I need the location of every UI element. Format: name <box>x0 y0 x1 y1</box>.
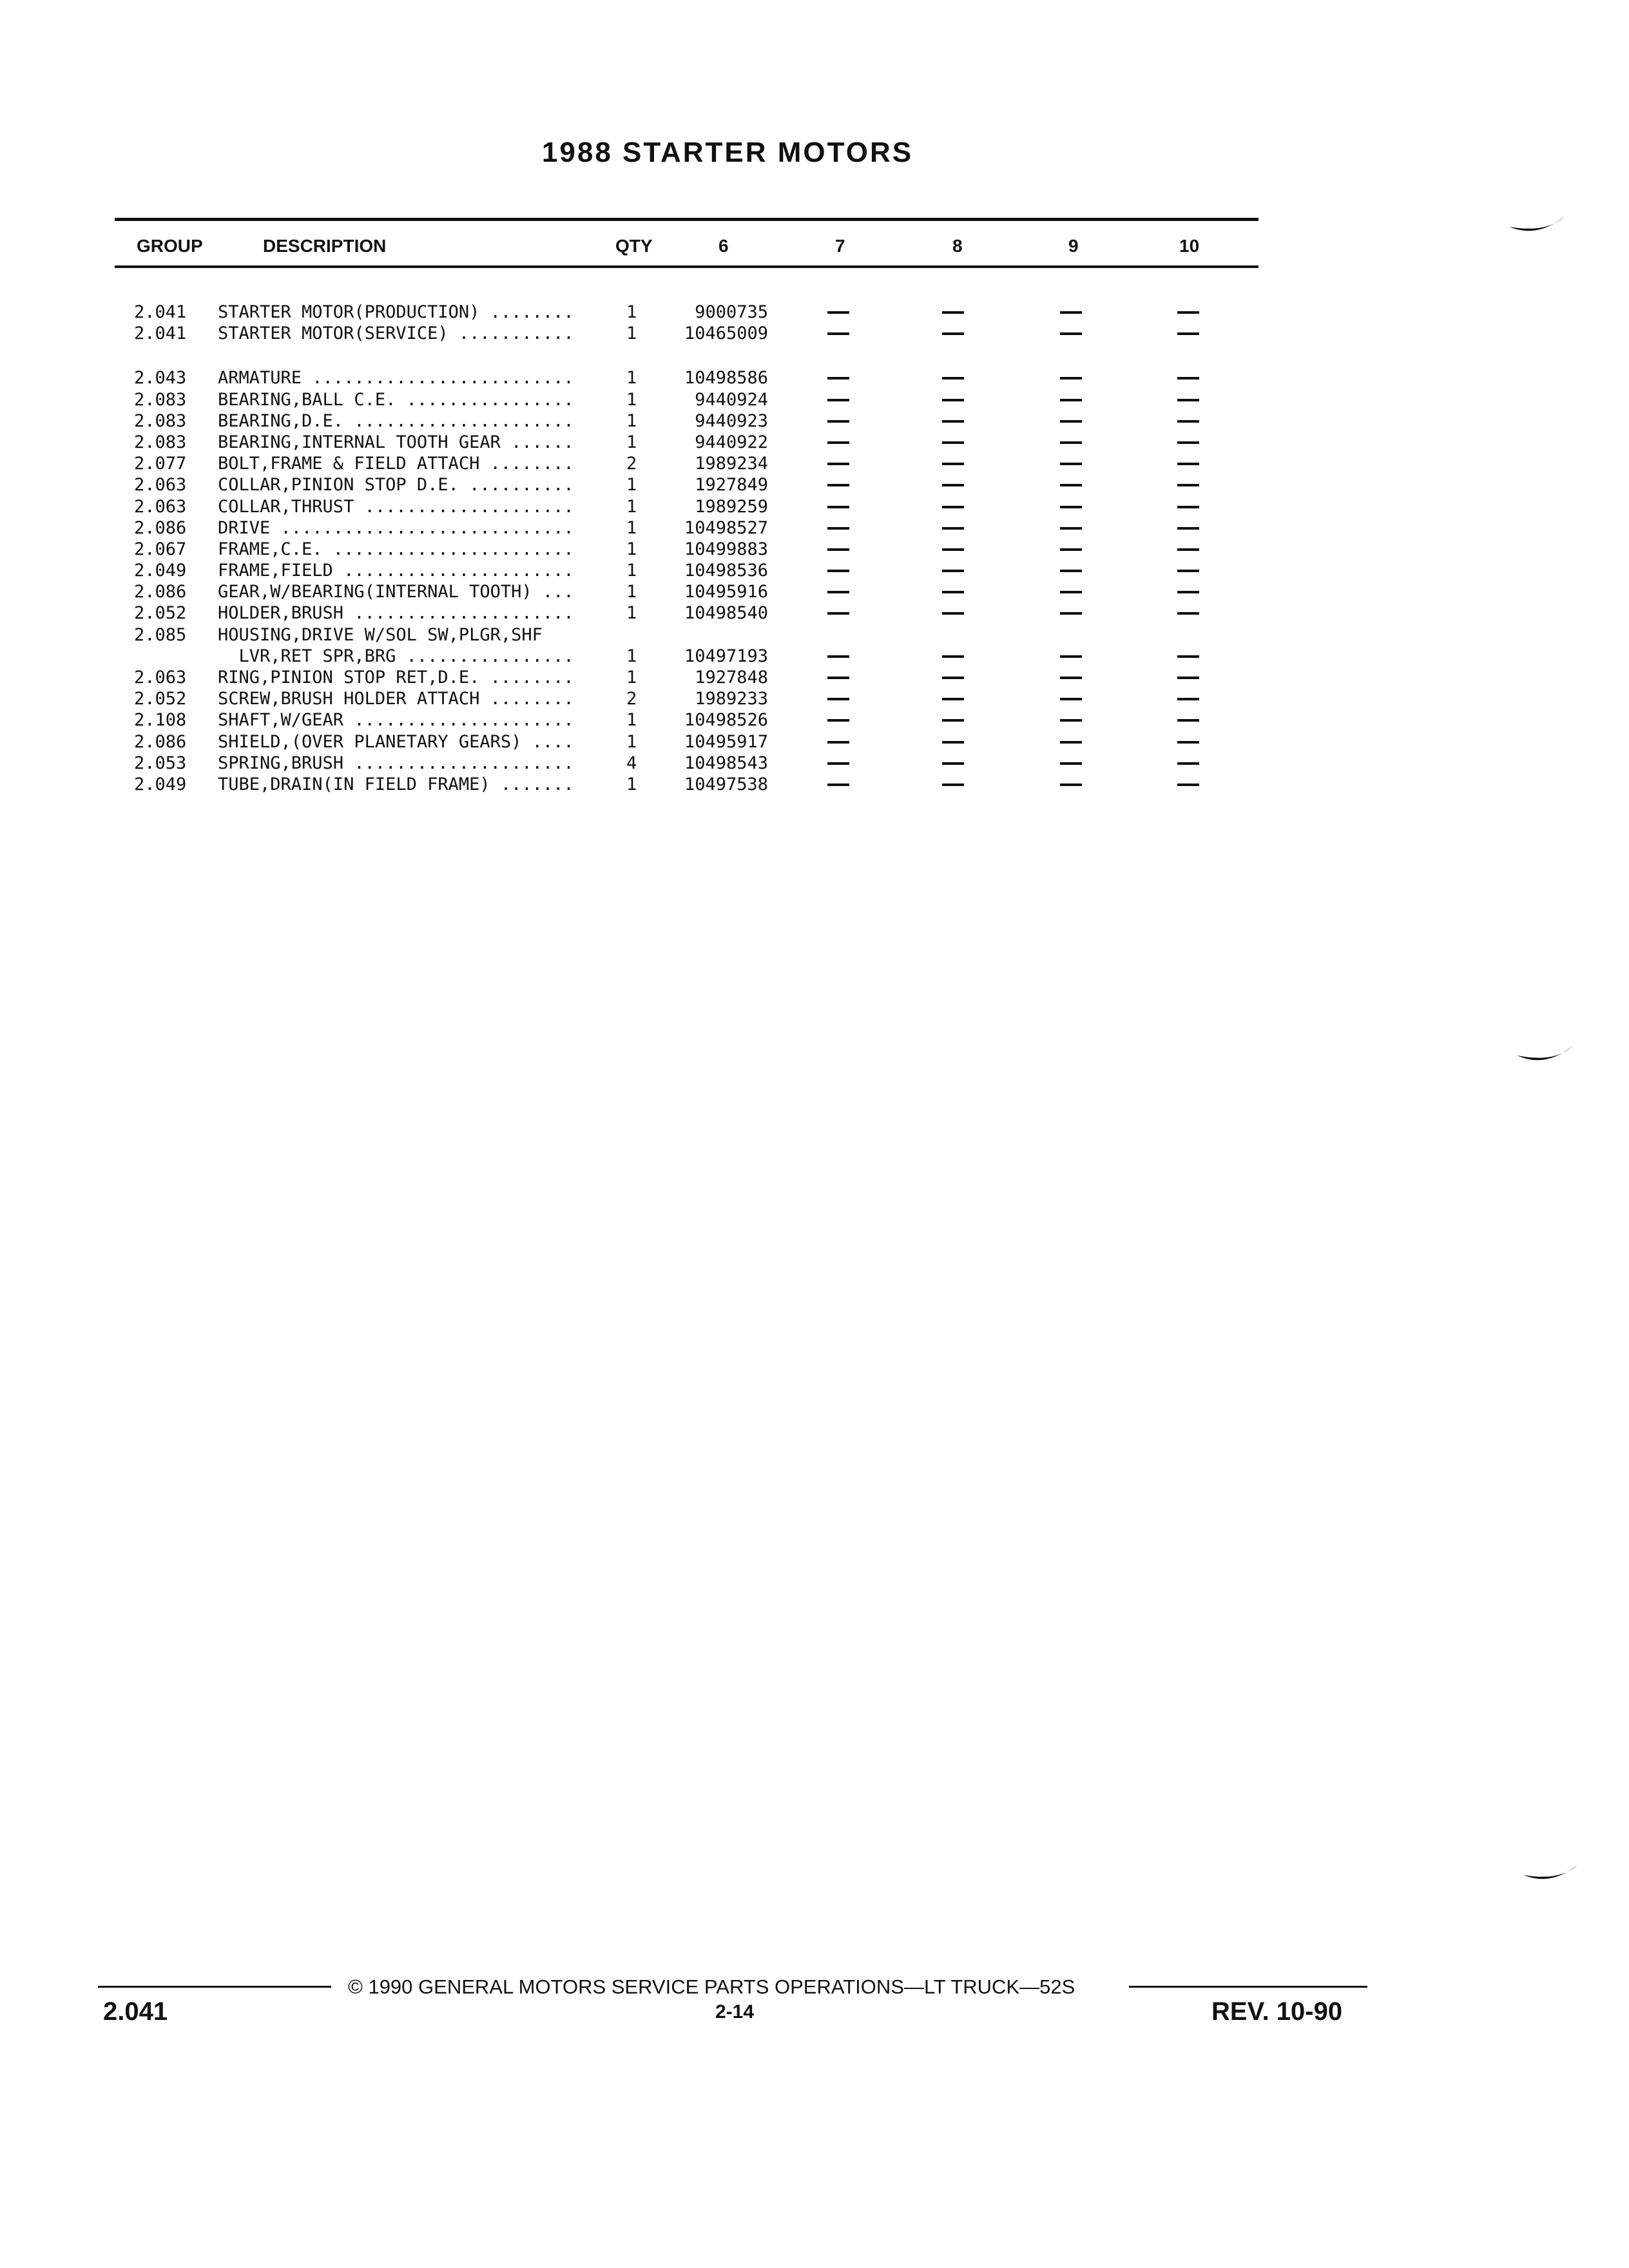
not-applicable-dash <box>827 570 849 572</box>
footer-rule-right <box>1129 1986 1367 1988</box>
not-applicable-dash <box>827 719 849 722</box>
part-number-cell: 9440924 <box>695 389 768 410</box>
description-cell: BEARING,BALL C.E. ................ <box>218 389 574 410</box>
binder-mark <box>1522 1862 1580 1888</box>
group-cell: 2.086 <box>134 731 187 752</box>
group-cell: 2.077 <box>134 454 187 474</box>
group-cell: 2.063 <box>134 668 187 687</box>
qty-cell: 1 <box>626 302 637 322</box>
table-row <box>0 709 1629 731</box>
page-title: 1988 STARTER MOTORS <box>541 137 914 168</box>
part-number-cell: 10498540 <box>684 603 768 624</box>
qty-cell: 1 <box>626 582 637 602</box>
not-applicable-dash <box>1177 655 1199 658</box>
description-cell: STARTER MOTOR(PRODUCTION) ........ <box>218 302 574 322</box>
table-row <box>0 774 1629 795</box>
table-row <box>0 496 1629 517</box>
not-applicable-dash <box>827 377 849 380</box>
not-applicable-dash <box>1060 463 1082 465</box>
table-top-rule <box>115 218 1258 221</box>
not-applicable-dash <box>827 441 849 444</box>
qty-cell: 1 <box>626 517 637 538</box>
description-cell: STARTER MOTOR(SERVICE) ........... <box>218 323 574 344</box>
part-number-cell: 10497538 <box>684 774 768 794</box>
not-applicable-dash <box>1060 399 1082 401</box>
table-row <box>0 624 1629 646</box>
group-cell: 2.049 <box>134 561 187 581</box>
qty-cell: 1 <box>626 646 637 666</box>
group-cell: 2.052 <box>134 603 187 624</box>
not-applicable-dash <box>942 377 964 380</box>
description-cell: HOLDER,BRUSH ..................... <box>218 603 574 624</box>
not-applicable-dash <box>1060 698 1082 700</box>
part-number-cell: 10498536 <box>684 561 768 581</box>
parts-table-body <box>0 302 1629 795</box>
table-header-rule <box>115 265 1258 268</box>
description-cell: LVR,RET SPR,BRG ................ <box>218 646 574 666</box>
not-applicable-dash <box>1060 741 1082 744</box>
part-number-cell: 9440922 <box>695 432 768 452</box>
table-row <box>0 560 1629 581</box>
description-cell: TUBE,DRAIN(IN FIELD FRAME) ....... <box>218 774 574 794</box>
description-cell: BEARING,D.E. ..................... <box>218 410 574 431</box>
qty-cell: 1 <box>626 475 637 495</box>
group-cell: 2.043 <box>134 368 187 389</box>
qty-cell: 1 <box>626 368 637 389</box>
table-row <box>0 602 1629 624</box>
table-row <box>0 753 1629 774</box>
part-number-cell: 10498543 <box>684 753 768 773</box>
group-cell: 2.086 <box>134 517 187 538</box>
binder-mark <box>1508 213 1566 238</box>
not-applicable-dash <box>1060 762 1082 765</box>
not-applicable-dash <box>827 783 849 786</box>
group-cell: 2.063 <box>134 496 187 517</box>
group-cell: 2.041 <box>134 323 187 344</box>
not-applicable-dash <box>1177 612 1199 615</box>
not-applicable-dash <box>1177 332 1199 335</box>
description-cell: DRIVE ............................ <box>218 517 574 538</box>
description-cell: SHAFT,W/GEAR ..................... <box>218 710 574 731</box>
part-number-cell: 10497193 <box>684 646 768 666</box>
qty-cell: 1 <box>626 561 637 581</box>
description-cell: GEAR,W/BEARING(INTERNAL TOOTH) ... <box>218 582 574 602</box>
not-applicable-dash <box>1060 655 1082 658</box>
not-applicable-dash <box>1177 783 1199 786</box>
not-applicable-dash <box>827 527 849 530</box>
table-row <box>0 581 1629 602</box>
description-cell: BEARING,INTERNAL TOOTH GEAR ...... <box>218 432 574 452</box>
description-cell: COLLAR,THRUST .................... <box>218 496 574 517</box>
header-col-8: 8 <box>952 236 963 256</box>
group-cell: 2.085 <box>134 624 187 645</box>
qty-cell: 1 <box>626 410 637 431</box>
header-qty: QTY <box>615 236 653 256</box>
table-row <box>0 389 1629 410</box>
header-col-7: 7 <box>835 236 845 256</box>
group-cell: 2.083 <box>134 432 187 452</box>
table-row <box>0 731 1629 753</box>
not-applicable-dash <box>942 741 964 744</box>
qty-cell: 1 <box>626 539 637 559</box>
footer-rule-left <box>98 1986 331 1988</box>
not-applicable-dash <box>942 484 964 486</box>
table-row <box>0 667 1629 688</box>
group-cell: 2.049 <box>134 774 187 794</box>
not-applicable-dash <box>1060 332 1082 335</box>
not-applicable-dash <box>1177 527 1199 530</box>
description-cell: HOUSING,DRIVE W/SOL SW,PLGR,SHF <box>218 624 543 645</box>
not-applicable-dash <box>827 332 849 335</box>
not-applicable-dash <box>827 698 849 700</box>
not-applicable-dash <box>1177 762 1199 765</box>
not-applicable-dash <box>1060 484 1082 486</box>
qty-cell: 1 <box>626 432 637 452</box>
not-applicable-dash <box>942 612 964 615</box>
not-applicable-dash <box>942 570 964 572</box>
qty-cell: 1 <box>626 389 637 410</box>
not-applicable-dash <box>942 591 964 593</box>
group-cell: 2.052 <box>134 689 187 709</box>
footer-revision: REV. 10-90 <box>1211 1997 1343 2026</box>
not-applicable-dash <box>1177 570 1199 572</box>
not-applicable-dash <box>1177 484 1199 486</box>
not-applicable-dash <box>1177 441 1199 444</box>
header-col-6: 6 <box>718 236 729 256</box>
part-number-cell: 1989233 <box>695 689 768 709</box>
not-applicable-dash <box>942 399 964 401</box>
not-applicable-dash <box>1177 506 1199 508</box>
not-applicable-dash <box>942 420 964 423</box>
group-cell: 2.067 <box>134 539 187 559</box>
not-applicable-dash <box>942 783 964 786</box>
not-applicable-dash <box>827 677 849 679</box>
description-cell: SPRING,BRUSH ..................... <box>218 753 574 773</box>
group-cell: 2.053 <box>134 753 187 773</box>
not-applicable-dash <box>827 484 849 486</box>
not-applicable-dash <box>942 527 964 530</box>
qty-cell: 1 <box>626 710 637 731</box>
not-applicable-dash <box>1060 591 1082 593</box>
not-applicable-dash <box>942 506 964 508</box>
qty-cell: 1 <box>626 323 637 344</box>
not-applicable-dash <box>827 311 849 314</box>
not-applicable-dash <box>1060 527 1082 530</box>
header-description: DESCRIPTION <box>263 236 387 256</box>
not-applicable-dash <box>1060 311 1082 314</box>
not-applicable-dash <box>1060 570 1082 572</box>
not-applicable-dash <box>827 399 849 401</box>
part-number-cell: 10495917 <box>684 731 768 752</box>
description-cell: COLLAR,PINION STOP D.E. .......... <box>218 475 574 495</box>
group-cell: 2.041 <box>134 302 187 322</box>
part-number-cell: 10499883 <box>684 539 768 559</box>
table-row <box>0 410 1629 432</box>
qty-cell: 1 <box>626 668 637 687</box>
not-applicable-dash <box>1060 441 1082 444</box>
part-number-cell: 1927848 <box>695 668 768 687</box>
group-cell: 2.063 <box>134 475 187 495</box>
not-applicable-dash <box>942 762 964 765</box>
part-number-cell: 1927849 <box>695 475 768 495</box>
not-applicable-dash <box>1060 506 1082 508</box>
description-cell: FRAME,C.E. ....................... <box>218 539 574 559</box>
group-cell: 2.108 <box>134 710 187 731</box>
description-cell: SHIELD,(OVER PLANETARY GEARS) .... <box>218 731 574 752</box>
header-col-10: 10 <box>1179 236 1200 256</box>
description-cell: SCREW,BRUSH HOLDER ATTACH ........ <box>218 689 574 709</box>
not-applicable-dash <box>942 655 964 658</box>
not-applicable-dash <box>827 463 849 465</box>
description-cell: BOLT,FRAME & FIELD ATTACH ........ <box>218 454 574 474</box>
footer-copyright: © 1990 GENERAL MOTORS SERVICE PARTS OPERATIONS—LT TRUCK—52S <box>348 1975 1075 1998</box>
table-row <box>0 367 1629 389</box>
not-applicable-dash <box>942 332 964 335</box>
table-row <box>0 517 1629 539</box>
not-applicable-dash <box>942 441 964 444</box>
not-applicable-dash <box>942 311 964 314</box>
part-number-cell: 10495916 <box>684 582 768 602</box>
not-applicable-dash <box>942 677 964 679</box>
part-number-cell: 9440923 <box>695 410 768 431</box>
part-number-cell: 10465009 <box>684 323 768 344</box>
description-cell: FRAME,FIELD ...................... <box>218 561 574 581</box>
part-number-cell: 10498527 <box>684 517 768 538</box>
part-number-cell: 10498526 <box>684 710 768 731</box>
not-applicable-dash <box>827 591 849 593</box>
not-applicable-dash <box>827 762 849 765</box>
description-cell: RING,PINION STOP RET,D.E. ........ <box>218 668 574 687</box>
table-row <box>0 432 1629 453</box>
not-applicable-dash <box>827 420 849 423</box>
not-applicable-dash <box>1060 420 1082 423</box>
not-applicable-dash <box>1177 377 1199 380</box>
not-applicable-dash <box>1060 677 1082 679</box>
binder-mark <box>1516 1044 1574 1070</box>
qty-cell: 1 <box>626 731 637 752</box>
not-applicable-dash <box>827 506 849 508</box>
table-row <box>0 646 1629 667</box>
not-applicable-dash <box>1060 719 1082 722</box>
group-cell: 2.083 <box>134 410 187 431</box>
header-col-9: 9 <box>1068 236 1079 256</box>
part-number-cell: 9000735 <box>695 302 768 322</box>
not-applicable-dash <box>1060 612 1082 615</box>
not-applicable-dash <box>827 655 849 658</box>
table-row <box>0 688 1629 709</box>
not-applicable-dash <box>1177 591 1199 593</box>
not-applicable-dash <box>1177 677 1199 679</box>
table-row <box>0 539 1629 560</box>
qty-cell: 1 <box>626 774 637 794</box>
not-applicable-dash <box>827 741 849 744</box>
not-applicable-dash <box>942 719 964 722</box>
part-number-cell: 1989234 <box>695 454 768 474</box>
not-applicable-dash <box>942 463 964 465</box>
qty-cell: 1 <box>626 603 637 624</box>
qty-cell: 2 <box>626 689 637 709</box>
table-row <box>0 302 1629 323</box>
not-applicable-dash <box>942 698 964 700</box>
group-cell: 2.086 <box>134 582 187 602</box>
not-applicable-dash <box>1177 399 1199 401</box>
footer-section-number: 2.041 <box>103 1997 168 2026</box>
not-applicable-dash <box>1060 783 1082 786</box>
not-applicable-dash <box>1177 741 1199 744</box>
table-row <box>0 453 1629 474</box>
not-applicable-dash <box>1177 463 1199 465</box>
footer-page-number: 2-14 <box>715 2001 755 2023</box>
not-applicable-dash <box>827 548 849 551</box>
header-group: GROUP <box>137 236 203 256</box>
not-applicable-dash <box>1060 377 1082 380</box>
qty-cell: 4 <box>626 753 637 773</box>
part-number-cell: 1989259 <box>695 496 768 517</box>
not-applicable-dash <box>827 612 849 615</box>
not-applicable-dash <box>942 548 964 551</box>
description-cell: ARMATURE ......................... <box>218 368 574 389</box>
qty-cell: 1 <box>626 496 637 517</box>
not-applicable-dash <box>1177 311 1199 314</box>
table-row <box>0 323 1629 344</box>
not-applicable-dash <box>1060 548 1082 551</box>
not-applicable-dash <box>1177 548 1199 551</box>
qty-cell: 2 <box>626 454 637 474</box>
group-cell: 2.083 <box>134 389 187 410</box>
part-number-cell: 10498586 <box>684 368 768 389</box>
not-applicable-dash <box>1177 698 1199 700</box>
not-applicable-dash <box>1177 420 1199 423</box>
not-applicable-dash <box>1177 719 1199 722</box>
table-row <box>0 474 1629 495</box>
